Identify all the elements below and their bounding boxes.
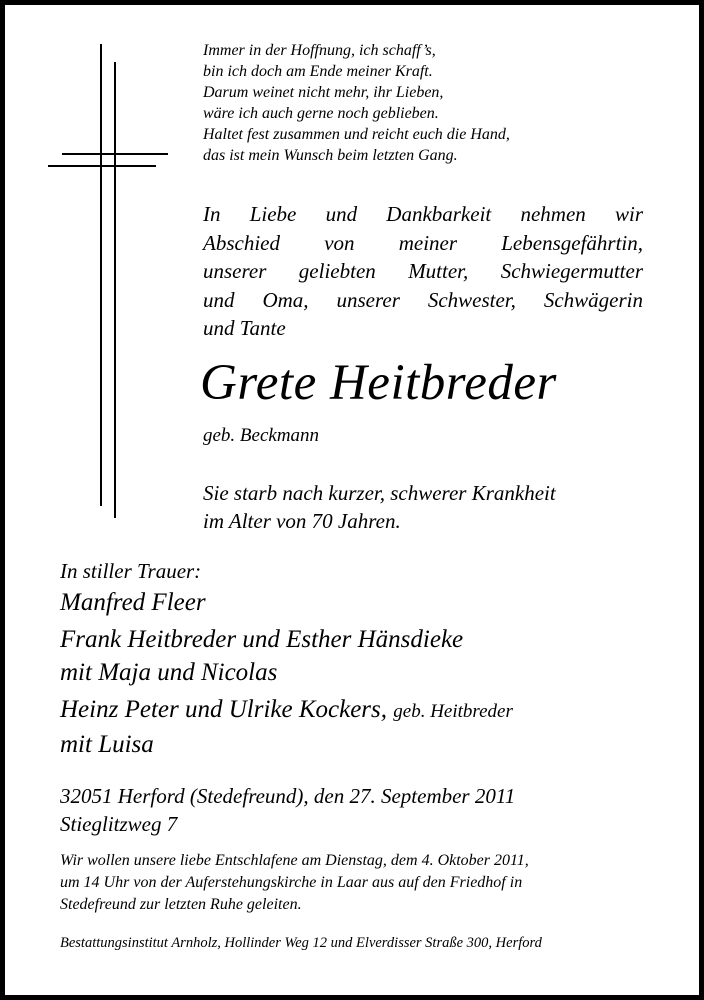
death-info: [203, 479, 556, 535]
poem-line: bin ich doch am Ende meiner Kraft.: [203, 63, 433, 80]
mourner-line: mit Luisa: [60, 731, 154, 758]
funeral-line: Wir wollen unsere liebe Entschlafene am Dienstag, dem 4. Oktober 2011,: [60, 852, 529, 869]
poem-line: das ist mein Wunsch beim letzten Gang.: [203, 147, 458, 164]
poem: [203, 40, 603, 166]
intro-line: unserer geliebten Mutter, Schwiegermutter: [203, 259, 643, 283]
place-date-line: 32051 Herford (Stedefreund), den 27. September 2011: [60, 784, 516, 808]
intro-line: und Oma, unserer Schwester, Schwägerin: [203, 287, 643, 312]
place-and-date: [60, 782, 515, 838]
deceased-name: Grete Heitbreder: [200, 355, 557, 411]
poem-line: Immer in der Hoffnung, ich schaff’s,: [203, 42, 436, 59]
mourner-name: Heinz Peter und Ulrike Kockers,: [60, 696, 388, 723]
poem-line: wäre ich auch gerne noch geblieben.: [203, 105, 439, 122]
mourner-line: Manfred Fleer: [60, 589, 206, 616]
intro-line: In Liebe und Dankbarkeit nehmen wir: [203, 202, 643, 226]
death-line: im Alter von 70 Jahren.: [203, 509, 401, 533]
death-line: Sie starb nach kurzer, schwerer Krankheit: [203, 481, 556, 505]
mourners-list: [60, 586, 513, 761]
maiden-name: geb. Beckmann: [203, 425, 320, 446]
intro-text: [203, 200, 643, 343]
mourner-maiden-name: geb. Heitbreder: [393, 701, 513, 722]
undertaker-info: Bestattungsinstitut Arnholz, Hollinder Weg 12 und Elverdisser Straße 300, Herford: [60, 935, 542, 951]
poem-line: Darum weinet nicht mehr, ihr Lieben,: [203, 84, 444, 101]
mourner-line: Frank Heitbreder und Esther Hänsdieke: [60, 626, 464, 653]
mourner-line: mit Maja und Nicolas: [60, 659, 278, 686]
funeral-line: Stedefreund zur letzten Ruhe geleiten.: [60, 896, 302, 913]
poem-line: Haltet fest zusammen und reicht euch die Hand,: [203, 126, 510, 143]
funeral-info: [60, 850, 529, 916]
funeral-line: um 14 Uhr von der Auferstehungskirche in Laar aus auf den Friedhof in: [60, 874, 523, 891]
mourners-heading: In stiller Trauer:: [60, 559, 202, 583]
intro-line: und Tante: [203, 316, 286, 340]
intro-line: Abschied von meiner Lebensgefährtin,: [203, 230, 643, 255]
street-line: Stieglitzweg 7: [60, 812, 178, 836]
mourner-line: [60, 693, 513, 728]
